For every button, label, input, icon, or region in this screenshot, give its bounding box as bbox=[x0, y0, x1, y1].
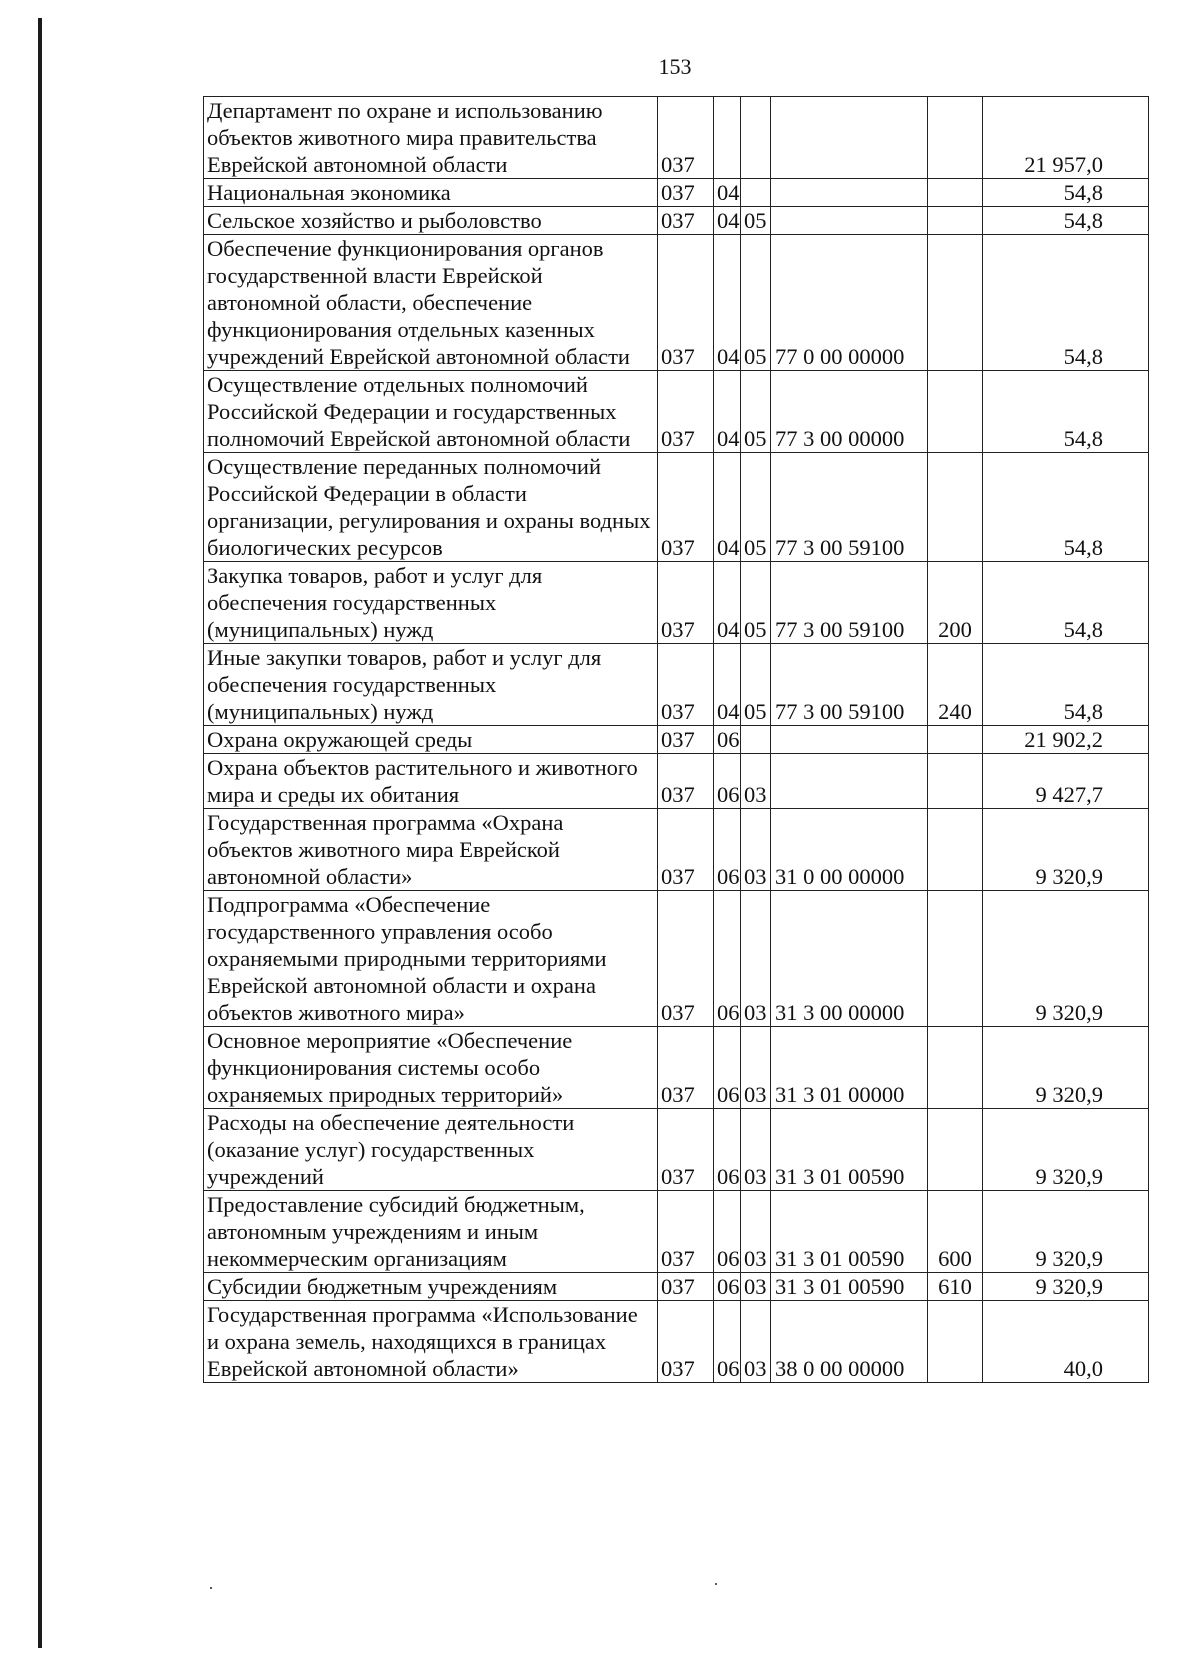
row-ved-code: 037 bbox=[658, 1273, 714, 1301]
row-target-article-code bbox=[771, 97, 928, 179]
row-expense-type-code bbox=[928, 453, 983, 562]
row-expense-type-code: 200 bbox=[928, 562, 983, 644]
row-amount: 54,8 bbox=[983, 562, 1149, 644]
row-subsection-code: 05 bbox=[741, 453, 771, 562]
row-target-article-code: 77 3 00 59100 bbox=[771, 453, 928, 562]
row-target-article-code bbox=[771, 754, 928, 809]
table-row bbox=[204, 1273, 1149, 1301]
row-name: Осуществление переданных полномочий Российской Федерации в области организации, регулирования и охраны водных биологических ресурсов bbox=[204, 453, 658, 562]
row-section-code: 06 bbox=[714, 809, 741, 891]
row-amount: 9 320,9 bbox=[983, 809, 1149, 891]
table-row bbox=[204, 891, 1149, 1027]
row-amount: 9 320,9 bbox=[983, 1273, 1149, 1301]
row-subsection-code: 03 bbox=[741, 1027, 771, 1109]
row-amount: 9 427,7 bbox=[983, 754, 1149, 809]
row-amount: 21 957,0 bbox=[983, 97, 1149, 179]
row-target-article-code: 31 3 01 00590 bbox=[771, 1109, 928, 1191]
row-name: Обеспечение функционирования органов государственной власти Еврейской автономной области, обеспечение функционирования отдельных казенных учреждений Еврейской автономной области bbox=[204, 235, 658, 371]
row-ved-code: 037 bbox=[658, 453, 714, 562]
row-subsection-code: 05 bbox=[741, 207, 771, 235]
row-target-article-code bbox=[771, 179, 928, 207]
row-expense-type-code bbox=[928, 891, 983, 1027]
row-name: Основное мероприятие «Обеспечение функционирования системы особо охраняемых природных территорий» bbox=[204, 1027, 658, 1109]
row-ved-code: 037 bbox=[658, 726, 714, 754]
row-section-code: 04 bbox=[714, 453, 741, 562]
row-section-code: 06 bbox=[714, 1273, 741, 1301]
row-ved-code: 037 bbox=[658, 1191, 714, 1273]
row-section-code: 04 bbox=[714, 179, 741, 207]
row-ved-code: 037 bbox=[658, 1301, 714, 1383]
scan-speck bbox=[210, 1587, 212, 1589]
row-name: Осуществление отдельных полномочий Российской Федерации и государственных полномочий Еврейской автономной области bbox=[204, 371, 658, 453]
row-expense-type-code: 600 bbox=[928, 1191, 983, 1273]
table-row bbox=[204, 97, 1149, 179]
row-amount: 54,8 bbox=[983, 644, 1149, 726]
row-target-article-code: 77 3 00 59100 bbox=[771, 644, 928, 726]
row-subsection-code bbox=[741, 97, 771, 179]
row-amount: 54,8 bbox=[983, 207, 1149, 235]
row-subsection-code: 03 bbox=[741, 1273, 771, 1301]
table-row bbox=[204, 809, 1149, 891]
row-name: Предоставление субсидий бюджетным, автономным учреждениям и иным некоммерческим организациям bbox=[204, 1191, 658, 1273]
binding-margin-line bbox=[38, 18, 42, 1648]
row-subsection-code: 05 bbox=[741, 235, 771, 371]
row-subsection-code bbox=[741, 179, 771, 207]
row-subsection-code: 03 bbox=[741, 1301, 771, 1383]
table-row bbox=[204, 1191, 1149, 1273]
table-row bbox=[204, 207, 1149, 235]
row-target-article-code: 31 3 01 00000 bbox=[771, 1027, 928, 1109]
page-number: 153 bbox=[658, 54, 692, 79]
row-target-article-code bbox=[771, 726, 928, 754]
row-amount: 9 320,9 bbox=[983, 1109, 1149, 1191]
table-row bbox=[204, 1109, 1149, 1191]
row-expense-type-code bbox=[928, 235, 983, 371]
row-name: Иные закупки товаров, работ и услуг для обеспечения государственных (муниципальных) нужд bbox=[204, 644, 658, 726]
row-target-article-code: 77 0 00 00000 bbox=[771, 235, 928, 371]
row-target-article-code: 31 3 01 00590 bbox=[771, 1273, 928, 1301]
row-subsection-code: 03 bbox=[741, 1191, 771, 1273]
row-amount: 54,8 bbox=[983, 371, 1149, 453]
scan-speck bbox=[715, 1583, 717, 1585]
row-amount: 9 320,9 bbox=[983, 1191, 1149, 1273]
row-ved-code: 037 bbox=[658, 1109, 714, 1191]
row-expense-type-code bbox=[928, 1109, 983, 1191]
table-row bbox=[204, 726, 1149, 754]
row-section-code: 04 bbox=[714, 207, 741, 235]
row-name: Сельское хозяйство и рыболовство bbox=[204, 207, 658, 235]
row-subsection-code: 05 bbox=[741, 644, 771, 726]
row-name: Государственная программа «Охрана объектов животного мира Еврейской автономной области» bbox=[204, 809, 658, 891]
row-subsection-code: 05 bbox=[741, 562, 771, 644]
row-subsection-code: 03 bbox=[741, 754, 771, 809]
row-name: Расходы на обеспечение деятельности (оказание услуг) государственных учреждений bbox=[204, 1109, 658, 1191]
row-ved-code: 037 bbox=[658, 644, 714, 726]
row-ved-code: 037 bbox=[658, 754, 714, 809]
row-name: Закупка товаров, работ и услуг для обеспечения государственных (муниципальных) нужд bbox=[204, 562, 658, 644]
row-ved-code: 037 bbox=[658, 1027, 714, 1109]
row-expense-type-code bbox=[928, 754, 983, 809]
row-amount: 40,0 bbox=[983, 1301, 1149, 1383]
row-expense-type-code bbox=[928, 97, 983, 179]
table-row bbox=[204, 1027, 1149, 1109]
row-amount: 54,8 bbox=[983, 235, 1149, 371]
row-ved-code: 037 bbox=[658, 371, 714, 453]
row-ved-code: 037 bbox=[658, 97, 714, 179]
row-section-code: 04 bbox=[714, 562, 741, 644]
row-expense-type-code bbox=[928, 1027, 983, 1109]
row-target-article-code: 31 3 00 00000 bbox=[771, 891, 928, 1027]
row-section-code: 04 bbox=[714, 235, 741, 371]
row-target-article-code: 77 3 00 00000 bbox=[771, 371, 928, 453]
row-target-article-code bbox=[771, 207, 928, 235]
table-row bbox=[204, 179, 1149, 207]
table-row bbox=[204, 1301, 1149, 1383]
row-section-code: 06 bbox=[714, 726, 741, 754]
row-expense-type-code bbox=[928, 371, 983, 453]
budget-table-body bbox=[204, 97, 1149, 1383]
table-row bbox=[204, 754, 1149, 809]
row-name: Департамент по охране и использованию объектов животного мира правительства Еврейской автономной области bbox=[204, 97, 658, 179]
row-section-code: 06 bbox=[714, 1301, 741, 1383]
row-name: Субсидии бюджетным учреждениям bbox=[204, 1273, 658, 1301]
row-amount: 54,8 bbox=[983, 453, 1149, 562]
row-amount: 9 320,9 bbox=[983, 1027, 1149, 1109]
row-section-code: 06 bbox=[714, 1027, 741, 1109]
row-subsection-code: 03 bbox=[741, 809, 771, 891]
row-expense-type-code bbox=[928, 726, 983, 754]
row-name: Национальная экономика bbox=[204, 179, 658, 207]
row-ved-code: 037 bbox=[658, 809, 714, 891]
row-ved-code: 037 bbox=[658, 235, 714, 371]
row-expense-type-code: 610 bbox=[928, 1273, 983, 1301]
row-name: Подпрограмма «Обеспечение государственного управления особо охраняемыми природными территориями Еврейской автономной области и охрана объектов животного мира» bbox=[204, 891, 658, 1027]
budget-table bbox=[203, 96, 1149, 1383]
row-name: Государственная программа «Использование и охрана земель, находящихся в границах Еврейской автономной области» bbox=[204, 1301, 658, 1383]
row-section-code: 06 bbox=[714, 1109, 741, 1191]
row-amount: 9 320,9 bbox=[983, 891, 1149, 1027]
row-expense-type-code bbox=[928, 179, 983, 207]
row-section-code: 04 bbox=[714, 644, 741, 726]
row-target-article-code: 38 0 00 00000 bbox=[771, 1301, 928, 1383]
row-ved-code: 037 bbox=[658, 891, 714, 1027]
row-expense-type-code bbox=[928, 1301, 983, 1383]
table-row bbox=[204, 235, 1149, 371]
row-section-code: 06 bbox=[714, 754, 741, 809]
table-row bbox=[204, 562, 1149, 644]
row-target-article-code: 31 3 01 00590 bbox=[771, 1191, 928, 1273]
row-expense-type-code bbox=[928, 207, 983, 235]
row-ved-code: 037 bbox=[658, 179, 714, 207]
row-subsection-code: 03 bbox=[741, 891, 771, 1027]
table-row bbox=[204, 644, 1149, 726]
row-target-article-code: 77 3 00 59100 bbox=[771, 562, 928, 644]
row-name: Охрана объектов растительного и животного мира и среды их обитания bbox=[204, 754, 658, 809]
row-amount: 21 902,2 bbox=[983, 726, 1149, 754]
row-target-article-code: 31 0 00 00000 bbox=[771, 809, 928, 891]
row-name: Охрана окружающей среды bbox=[204, 726, 658, 754]
row-section-code: 04 bbox=[714, 371, 741, 453]
row-amount: 54,8 bbox=[983, 179, 1149, 207]
row-subsection-code bbox=[741, 726, 771, 754]
row-subsection-code: 03 bbox=[741, 1109, 771, 1191]
row-expense-type-code bbox=[928, 809, 983, 891]
row-ved-code: 037 bbox=[658, 562, 714, 644]
row-section-code bbox=[714, 97, 741, 179]
row-subsection-code: 05 bbox=[741, 371, 771, 453]
row-section-code: 06 bbox=[714, 891, 741, 1027]
row-ved-code: 037 bbox=[658, 207, 714, 235]
table-row bbox=[204, 453, 1149, 562]
table-row bbox=[204, 371, 1149, 453]
row-expense-type-code: 240 bbox=[928, 644, 983, 726]
row-section-code: 06 bbox=[714, 1191, 741, 1273]
